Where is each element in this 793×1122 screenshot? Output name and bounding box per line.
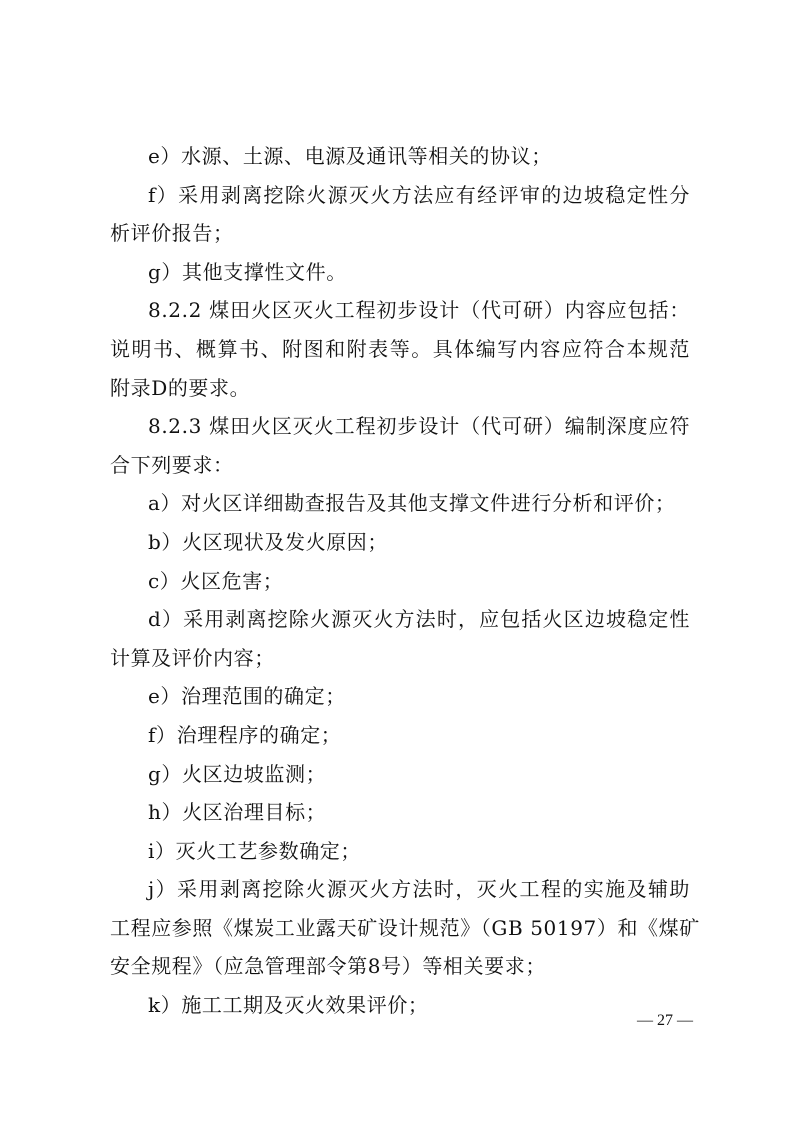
body-text <box>110 137 700 1025</box>
text-line: 析评价报告； <box>110 221 234 246</box>
text-line: i）灭火工艺参数确定； <box>148 838 361 863</box>
text-line: 说明书、概算书、附图和附表等。具体编写内容应符合本规范 <box>110 336 690 361</box>
text-line: 合下列要求： <box>110 452 234 477</box>
text-line: 附录D的要求。 <box>110 375 251 400</box>
text-line: e）治理范围的确定； <box>148 684 346 709</box>
text-line: k）施工工期及灭火效果评价； <box>148 993 429 1018</box>
text-line: 8.2.2 煤田火区灭火工程初步设计（代可研）内容应包括： <box>148 298 690 323</box>
text-line: a）对火区详细勘查报告及其他支撑文件进行分析和评价； <box>148 491 676 516</box>
text-line: g）其他支撑性文件。 <box>148 259 347 284</box>
text-line: f）治理程序的确定； <box>148 722 342 747</box>
text-line: 计算及评价内容； <box>110 645 275 670</box>
text-line: f）采用剥离挖除火源灭火方法应有经评审的边坡稳定性分 <box>148 182 690 207</box>
text-line: e）水源、土源、电源及通讯等相关的协议； <box>148 144 552 168</box>
text-line: c）火区危害； <box>148 568 284 593</box>
text-line: 工程应参照《煤炭工业露天矿设计规范》（GB 50197）和《煤矿 <box>110 915 700 940</box>
text-line: b）火区现状及发火原因； <box>148 529 389 554</box>
page-number: — 27 — <box>637 1012 693 1029</box>
text-line: h）火区治理目标； <box>148 800 327 825</box>
text-line: d）采用剥离挖除火源灭火方法时，应包括火区边坡稳定性 <box>148 607 690 632</box>
text-line: 8.2.3 煤田火区灭火工程初步设计（代可研）编制深度应符 <box>148 414 690 439</box>
text-line: j）采用剥离挖除火源灭火方法时，灭火工程的实施及辅助 <box>148 877 690 902</box>
text-line: g）火区边坡监测； <box>148 761 327 786</box>
text-line: 安全规程》（应急管理部令第8号）等相关要求； <box>110 954 546 979</box>
